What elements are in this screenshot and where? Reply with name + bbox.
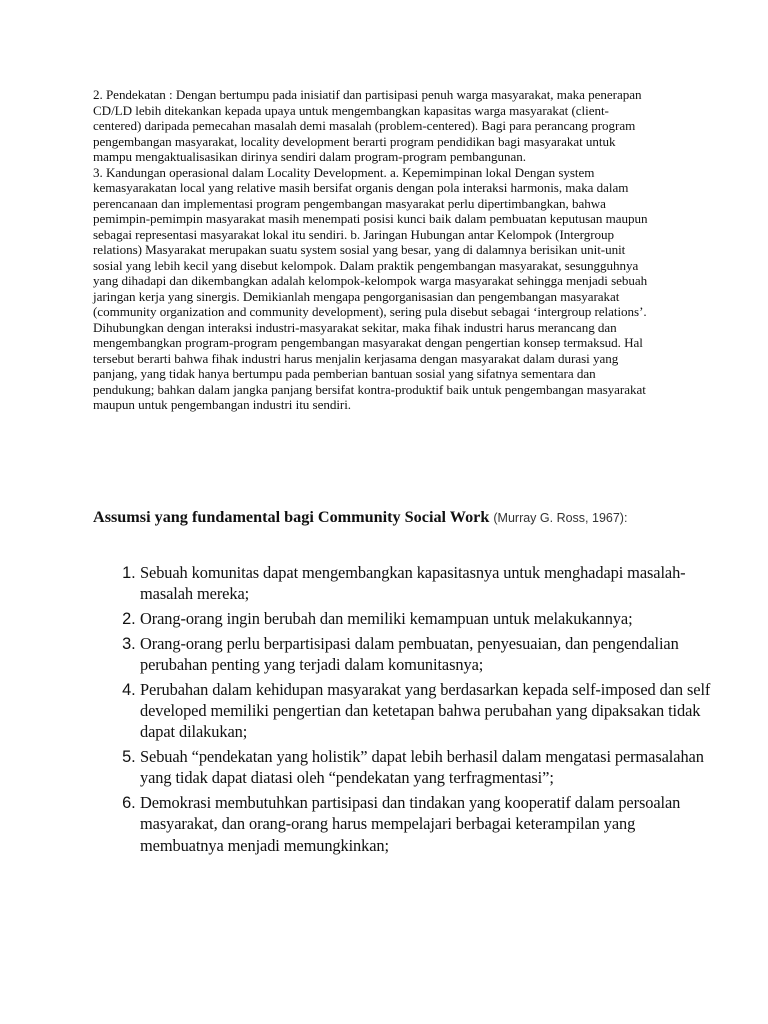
assumptions-list	[93, 562, 712, 859]
paragraph-interaksi-industri: Dihubungkan dengan interaksi industri-masyarakat sekitar, maka fihak industri harus merancang dan mengembangkan program-program pengembangan masyarakat dengan pengertian konsep termaksud. Hal tersebut berarti bahwa fihak industri harus menjalin kerjasama dengan masyarakat dalam durasi yang panjang, yang tidak hanya bertumpu pada pemberian bantuan sosial yang sifatnya sementara dan pendukung; bahkan dalam jangka panjang bersifat kontra-produktif baik untuk pengembangan masyarakat maupun untuk pengembangan industri itu sendiri.	[93, 319, 646, 412]
list-item: 4. Perubahan dalam kehidupan masyarakat yang berdasarkan kepada self-imposed dan self developed memiliki pengertian dan ketetapan bahwa perubahan yang dipaksakan tidak dapat dilakukan;	[140, 679, 712, 743]
paragraph-pendekatan: 2. Pendekatan : Dengan bertumpu pada inisiatif dan partisipasi penuh warga masyarakat, maka penerapan CD/LD lebih ditekankan kepada upaya untuk mengembangkan kapasitas warga masyarakat (client-centered) daripada pemecahan masalah demi masalah (problem-centered). Bagi para perancang program pengembangan masyarakat, locality development berarti program pendidikan bagi masyarakat untuk mampu mengaktualisasikan dirinya sendiri dalam program-program pembangunan.	[93, 87, 642, 164]
section-heading	[93, 508, 693, 527]
heading-title: Assumsi yang fundamental bagi Community Social Work	[93, 508, 490, 526]
list-item: 2. Orang-orang ingin berubah dan memiliki kemampuan untuk melakukannya;	[140, 608, 712, 629]
list-item: 6. Demokrasi membutuhkan partisipasi dan tindakan yang kooperatif dalam persoalan masyarakat, dan orang-orang harus mempelajari berbagai keterampilan yang membuatnya menjadi memungkinkan;	[140, 792, 712, 856]
heading-citation: (Murray G. Ross, 1967):	[493, 511, 628, 525]
paragraph-kandungan-operasional: 3. Kandungan operasional dalam Locality Development. a. Kepemimpinan lokal Dengan system kemasyarakatan local yang relative masih bersifat organis dengan pola interaksi harmonis, maka dalam perencanaan dan implementasi program pengembangan masyarakat perlu dipertimbangkan, bahwa pemimpin-pemimpin masyarakat masih menempati posisi kunci baik dalam pembuatan keputusan maupun sebagai representasi masyarakat lokal itu sendiri. b. Jaringan Hubungan antar Kelompok (Intergroup relations) Masyarakat merupakan suatu system sosial yang besar, yang di dalamnya berisikan unit-unit sosial yang lebih kecil yang disebut kelompok. Dalam praktik pengembangan masyarakat, sesungguhnya yang dihadapi dan dikembangkan adalah kelompok-kelompok warga masyarakat sehingga menjadi sebuah jaringan kerja yang sinergis. Demikianlah mengapa pengorganisasian dan pengembangan masyarakat (community organization and community development), sering pula disebut sebagai ‘intergroup relations’.	[93, 164, 648, 319]
list-item: 3. Orang-orang perlu berpartisipasi dalam pembuatan, penyesuaian, dan pengendalian perubahan penting yang terjadi dalam komunitasnya;	[140, 633, 712, 676]
intro-text	[93, 87, 653, 413]
list-item: 1. Sebuah komunitas dapat mengembangkan kapasitasnya untuk menghadapi masalah-masalah mereka;	[140, 562, 712, 605]
list-item: 5. Sebuah “pendekatan yang holistik” dapat lebih berhasil dalam mengatasi permasalahan yang tidak dapat diatasi oleh “pendekatan yang terfragmentasi”;	[140, 746, 712, 789]
